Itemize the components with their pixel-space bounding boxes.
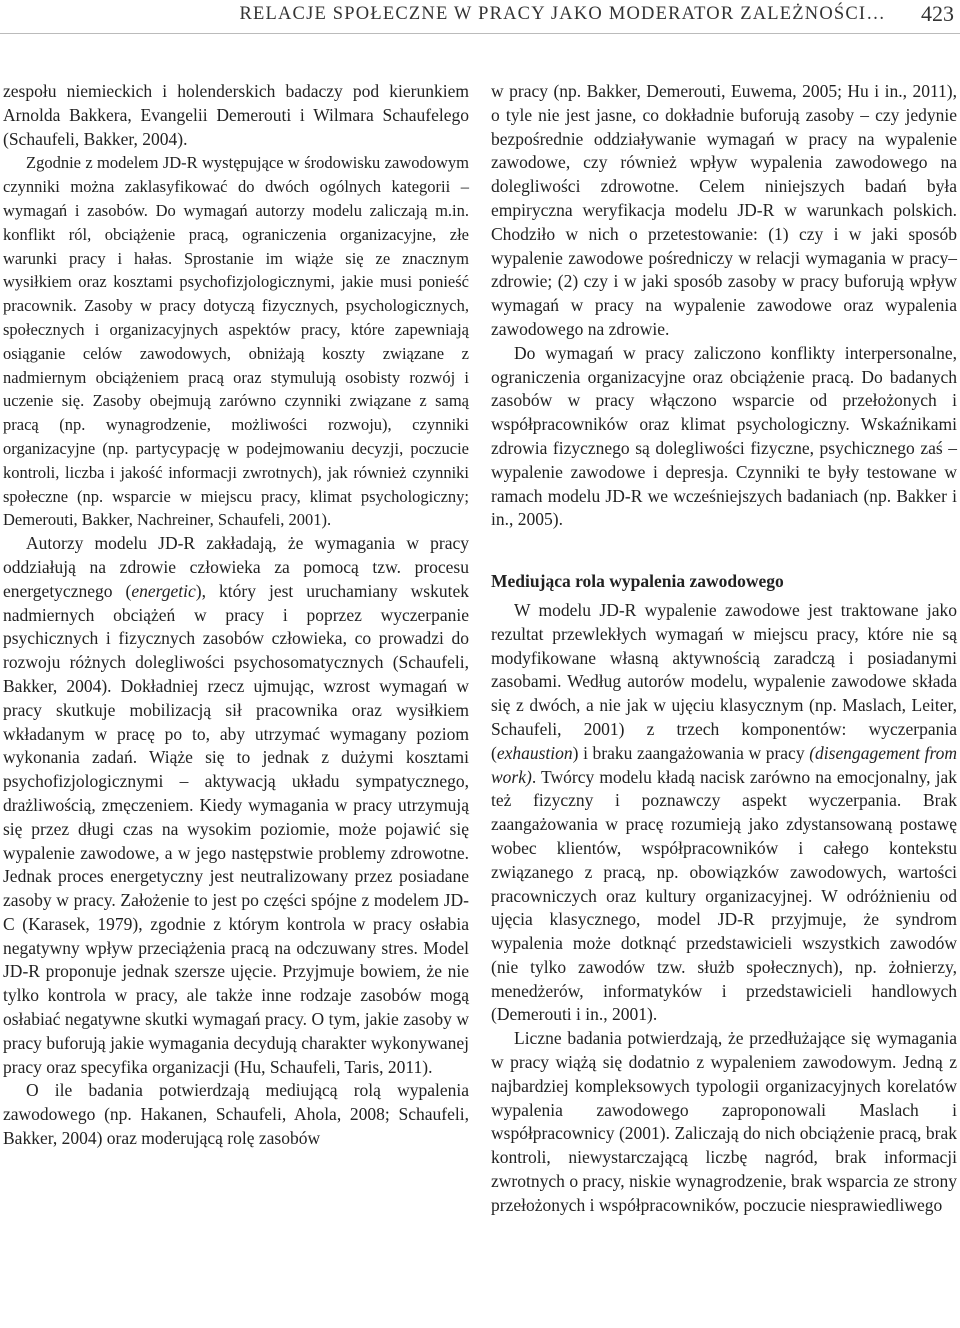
paragraph: zespołu niemieckich i holenderskich badaczy pod kierunkiem Arnolda Bakkera, Evangelii Demerouti i Wilmara Schaufelego (Schaufeli, Bakker, 2004). bbox=[3, 81, 469, 149]
italic-term: exhaustion bbox=[496, 742, 573, 763]
text-run: W modelu JD-R wypalenie zawodowe jest traktowane jako rezultat przewlekłych wymagań w miejscu pracy, które nie są modyfikowane własną aktywnością zaradczą i posiadanymi zasobami. Według autorów modelu, wypalenie zawodowe składa się z dwóch, a nie jak w ujęciu klasycznym (np. Maslach, Leiter, Schaufeli, 2001) z trzech komponentów: wyczerpania ( bbox=[491, 599, 957, 763]
paragraph bbox=[3, 532, 469, 1079]
running-title: RELACJE SPOŁECZNE W PRACY JAKO MODERATOR ZALEŻNOŚCI… bbox=[239, 4, 886, 24]
page-number: 423 bbox=[921, 1, 954, 26]
paragraph: Zgodnie z modelem JD-R występujące w środowisku zawodowym czynniki można zaklasyfikować do dwóch ogólnych kategorii – wymagań i zasobów. Do wymagań autorzy modelu zaliczają m.in. konflikt ról, obciążenie pracą, ograniczenia organizacyjne, złe warunki pracy i hałas. Sprostanie im wiąże się ze znacznym wysiłkiem oraz kosztami psychofizjologicznymi, jakie musi ponieść pracownik. Zasoby w pracy dotyczą fizycznych, psychologicznych, społecznych i organizacyjnych aspektów pracy, które zapewniają osiąganie celów zawodowych, obniżają koszty związane z nadmiernym obciążeniem pracą oraz stymulują osobisty rozwój i uczenie się. Zasoby obejmują zarówno czynniki związane z samą pracą (np. wynagrodzenie, możliwości rozwoju), czynniki organizacyjne (np. partycypację w podejmowaniu decyzji, poczucie kontroli, liczba i jakość informacji zwrotnych), jak również czynniki społeczne (np. wsparcie w miejscu pracy, klimat psychologiczny; Demerouti, Bakker, Nachreiner, Schaufeli, 2001). bbox=[3, 153, 469, 530]
section-heading: Mediująca rola wypalenia zawodowego bbox=[491, 571, 784, 592]
italic-term: (disengagement from work) bbox=[491, 742, 958, 787]
paragraph: Liczne badania potwierdzają, że przedłużające się wymagania w pracy wiążą się dodatnio z wypaleniem zawodowym. Jedną z najbardziej kompleksowych typologii organizacyjnych korelatów wypalenia zawodowego zaproponowali Maslach i współpracownicy (2001). Zaliczają do nich obciążenie pracą, brak kontroli, niewystarczającą liczbę nagród, brak informacji zwrotnych o pracy, niskie wynagrodzenie, brak wsparcia ze strony przełożonych i współpracowników, poczucie niesprawiedliwego bbox=[491, 1028, 957, 1215]
text-run: ), który jest uruchamiany wskutek nadmiernych obciążeń w pracy i poprzez wyczerpanie psychicznych i fizycznych zasobów człowieka, co prowadzi do rozwoju różnych dolegliwości psychosomatycznych (Schaufeli, Bakker, 2004). Dokładniej rzecz ujmując, wzrost wymagań w pracy skutkuje mobilizacją sił pracownika oraz wysiłkiem wkładanym w pracę po to, aby utrzymać wymagany poziom wykonania zadań. Wiąże się to jednak z dużymi kosztami psychofizjologicznymi – aktywacją układu sympatycznego, drażliwością, zmęczeniem. Kiedy wymagania w pracy utrzymują się przez długi czas na wysokim poziomie, może pojawić się wypalenie zawodowe, a w jego następstwie problemy zdrowotne. Jednak proces energetyczny jest neutralizowany przez posiadane zasoby w pracy. Założenie to jest po części spójne z modelem JD-C (Karasek, 1979), zgodnie z którym kontrola w pracy osłabia negatywny wpływ przeciążenia pracą na odczuwany stres. Model JD-R proponuje jednak szersze ujęcie. Przyjmuje bowiem, że nie tylko kontrola w pracy, ale także inne rodzaje zasobów mogą osłabiać negatywne skutki wymagań pracy. O tym, jakie zasoby w pracy buforują jakie wymagania decydują charakter wykonywanej pracy oraz specyfika organizacji (Hu, Schaufeli, Taris, 2011). bbox=[3, 580, 469, 1077]
text-run: . Twórcy modelu kładą nacisk zarówno na emocjonalny, jak też fizyczny i poznawczy aspekt wyczerpania. Brak zaangażowania w pracę rozumieją jako zdystansowaną postawę wobec klientów, współpracowników i całego kontekstu związanego z pracą, np. obowiązków zawodowych, wartości pracowniczych oraz kultury organizacyjnej. W odróżnieniu od ujęcia klasycznego, model JD-R przyjmuje, że syndrom wypalenia może dotknąć przedstawicieli wszystkich zawodów (nie tylko zawodów tzw. służb społecznych), np. żołnierzy, menedżerów, informatyków i przedstawicieli handlowych (Demerouti i in., 2001). bbox=[491, 766, 957, 1025]
paragraph bbox=[491, 599, 957, 1027]
italic-term: energetic bbox=[131, 580, 196, 601]
text-run: ) i braku zaangażowania w pracy bbox=[572, 742, 810, 763]
running-header bbox=[0, 0, 960, 32]
left-column bbox=[3, 80, 469, 1151]
header-rule bbox=[0, 33, 960, 34]
paragraph: Do wymagań w pracy zaliczono konflikty interpersonalne, ograniczenia organizacyjne oraz obciążenie pracą. Do badanych zasobów w pracy włączono wsparcie od przełożonych i współpracowników oraz klimat psychologiczny. Wskaźnikami zdrowia fizycznego są dolegliwości fizyczne, psychicznego zaś – wypalenie zawodowe i depresja. Czynniki te były testowane w ramach modelu JD-R we wcześniejszych badaniach (np. Bakker i in., 2005). bbox=[491, 342, 957, 530]
right-column bbox=[491, 80, 957, 1218]
text-run: Autorzy modelu JD-R zakładają, że wymagania w pracy oddziałują na zdrowie człowieka za pomocą tzw. procesu energetycznego ( bbox=[3, 533, 469, 601]
paragraph: O ile badania potwierdzają mediującą rolą wypalenia zawodowego (np. Hakanen, Schaufeli, Ahola, 2008; Schaufeli, Bakker, 2004) oraz moderującą rolę zasobów bbox=[3, 1080, 469, 1149]
paragraph: w pracy (np. Bakker, Demerouti, Euwema, 2005; Hu i in., 2011), o tyle nie jest jasne, co dokładnie buforują zasoby – czy jedynie bezpośrednie oddziaływanie wymagań w pracy na wypalenie zawodowe, czy również wpływ wypalenia zawodowego na dolegliwości zdrowotne. Celem niniejszych badań była empiryczna weryfikacja modelu JD-R w warunkach polskich. Chodziło w nich o przetestowanie: (1) czy i w jaki sposób wypalenie zawodowe pośredniczy w relacji wymagania w pracy–zdrowie; (2) czy i w jaki sposób zasoby w pracy buforują wpływ wymagań w pracy na wypalenie zawodowe oraz wypalenia zawodowego na zdrowie. bbox=[491, 81, 957, 339]
